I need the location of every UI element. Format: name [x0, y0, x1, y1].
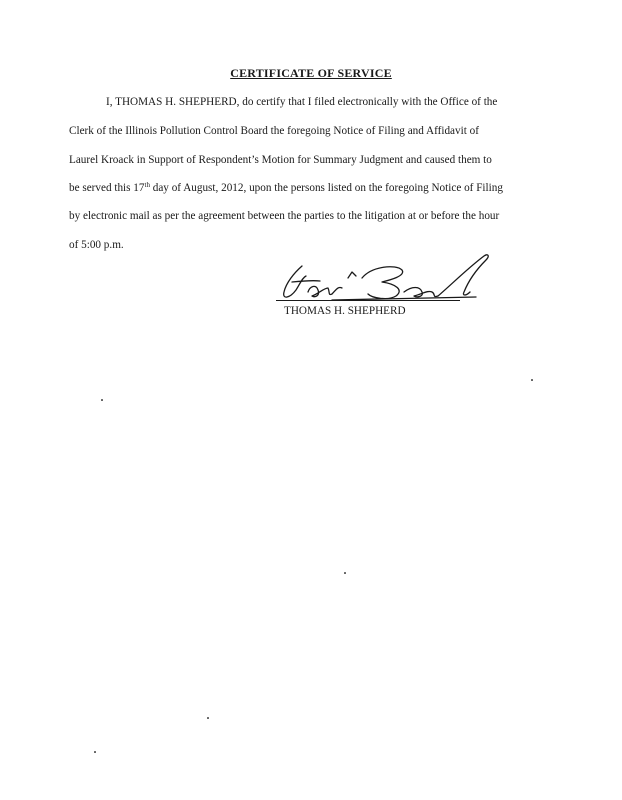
scan-speck	[207, 717, 209, 719]
signer-name: THOMAS H. SHEPHERD	[284, 305, 406, 317]
body-line-4-end: day of August, 2012, upon the persons listed on the foregoing Notice of Filing	[149, 182, 503, 194]
handwritten-signature	[272, 248, 502, 308]
document-title: CERTIFICATE OF SERVICE	[230, 66, 392, 80]
ordinal-suffix: th	[144, 181, 150, 189]
scan-speck	[531, 379, 533, 381]
body-line-2: Clerk of the Illinois Pollution Control Board the foregoing Notice of Filing and Affidavit of	[69, 125, 479, 137]
scan-speck	[94, 751, 96, 753]
body-line-4-start: be served this 17	[69, 182, 145, 194]
body-line-6: of 5:00 p.m.	[69, 239, 124, 251]
scan-speck	[101, 399, 103, 401]
body-line-4	[69, 181, 503, 195]
body-line-1: I, THOMAS H. SHEPHERD, do certify that I filed electronically with the Office of the	[106, 96, 498, 108]
signature-line	[276, 300, 460, 301]
body-line-3: Laurel Kroack in Support of Respondent’s Motion for Summary Judgment and caused them to	[69, 154, 492, 166]
scan-speck	[344, 572, 346, 574]
body-line-5: by electronic mail as per the agreement between the parties to the litigation at or before the hour	[69, 210, 500, 222]
